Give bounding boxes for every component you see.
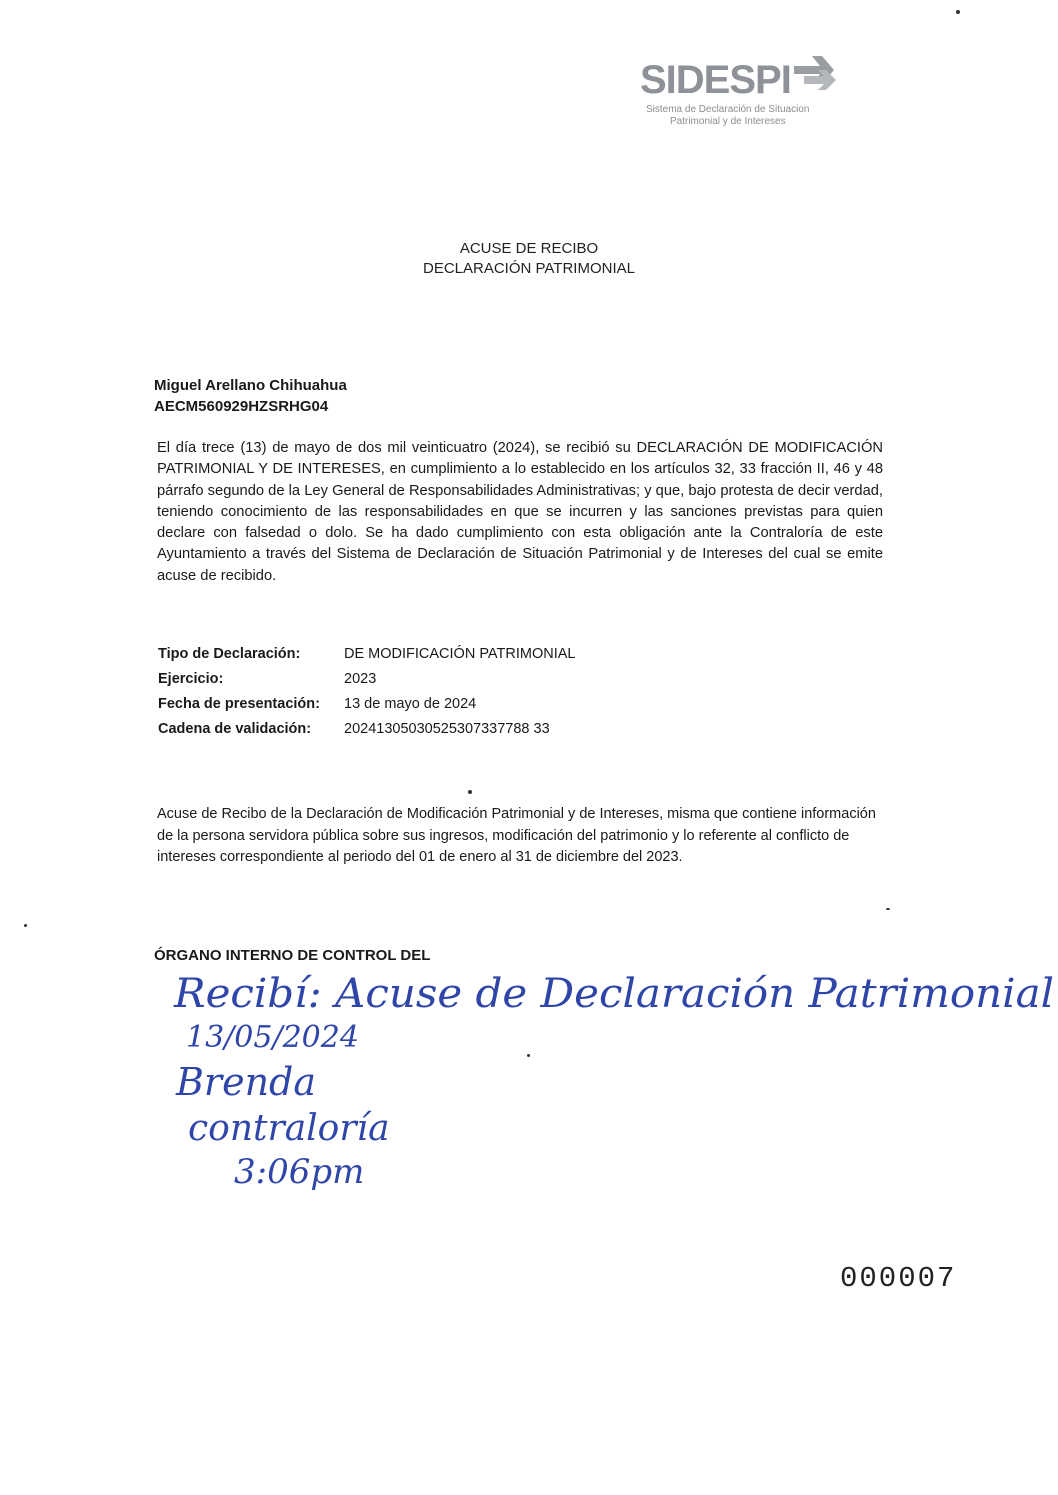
detail-value-fecha: 13 de mayo de 2024 — [344, 696, 477, 712]
handwriting-line-time: 3:06pm — [234, 1152, 365, 1192]
declarant-name: Miguel Arellano Chihuahua — [154, 377, 347, 394]
scan-speck — [886, 908, 890, 910]
detail-label-cadena: Cadena de validación: — [158, 721, 312, 737]
logo-subtitle-line1: Sistema de Declaración de Situacion — [646, 104, 810, 115]
folio-number: 000007 — [840, 1262, 957, 1295]
handwriting-line-date: 13/05/2024 — [186, 1020, 359, 1055]
scan-speck — [468, 790, 472, 794]
detail-value-ejercicio: 2023 — [344, 671, 377, 687]
detail-value-tipo: DE MODIFICACIÓN PATRIMONIAL — [344, 646, 576, 662]
double-arrow-icon — [790, 52, 842, 94]
handwriting-line-name: Brenda — [176, 1060, 317, 1104]
scan-speck — [956, 10, 960, 14]
declarant-rfc: AECM560929HZSRHG04 — [154, 398, 329, 415]
control-body-heading: ÓRGANO INTERNO DE CONTROL DEL — [154, 947, 431, 964]
detail-value-cadena: 20241305030525307337788 33 — [344, 721, 550, 737]
handwriting-line-office: contraloría — [188, 1108, 390, 1149]
document-title-line1: ACUSE DE RECIBO — [459, 240, 599, 257]
scan-speck — [24, 924, 27, 927]
handwriting-line-received: Recibí: Acuse de Declaración Patrimonial — [172, 971, 1054, 1017]
acknowledgment-paragraph: Acuse de Recibo de la Declaración de Modificación Patrimonial y de Intereses, misma que contiene información de la persona servidora pública sobre sus ingresos, modificación del patrimonio y lo referente al conflicto de intereses correspondiente al periodo del 01 de enero al 31 de diciembre del 2023. — [157, 806, 876, 865]
detail-label-fecha: Fecha de presentación: — [158, 696, 320, 712]
sidespi-logo — [640, 52, 850, 132]
detail-label-ejercicio: Ejercicio: — [158, 671, 224, 687]
detail-label-tipo: Tipo de Declaración: — [158, 646, 301, 662]
receipt-paragraph: El día trece (13) de mayo de dos mil veinticuatro (2024), se recibió su DECLARACIÓN DE MODIFICACIÓN PATRIMONIAL Y DE INTERESES, en cumplimiento a lo establecido en los artículos 32, 33 fracción II, 46 y 48 párrafo segundo de la Ley General de Responsabilidades Administrativas; y que, bajo protesta de decir verdad, teniendo conocimiento de las responsabilidades en que se incurren y las sanciones previstas para quien declare con falsedad o dolo. Se ha dado cumplimiento con esta obligación ante la Contraloría de este Ayuntamiento a través del Sistema de Declaración de Situación Patrimonial y de Intereses del cual se emite acuse de recibido. — [157, 440, 883, 584]
logo-wordmark: SIDESPI — [640, 58, 791, 102]
scan-speck — [527, 1054, 530, 1057]
document-title-line2: DECLARACIÓN PATRIMONIAL — [423, 260, 635, 277]
handwritten-annotation — [160, 935, 1058, 1195]
logo-subtitle-line2: Patrimonial y de Intereses — [670, 116, 786, 127]
